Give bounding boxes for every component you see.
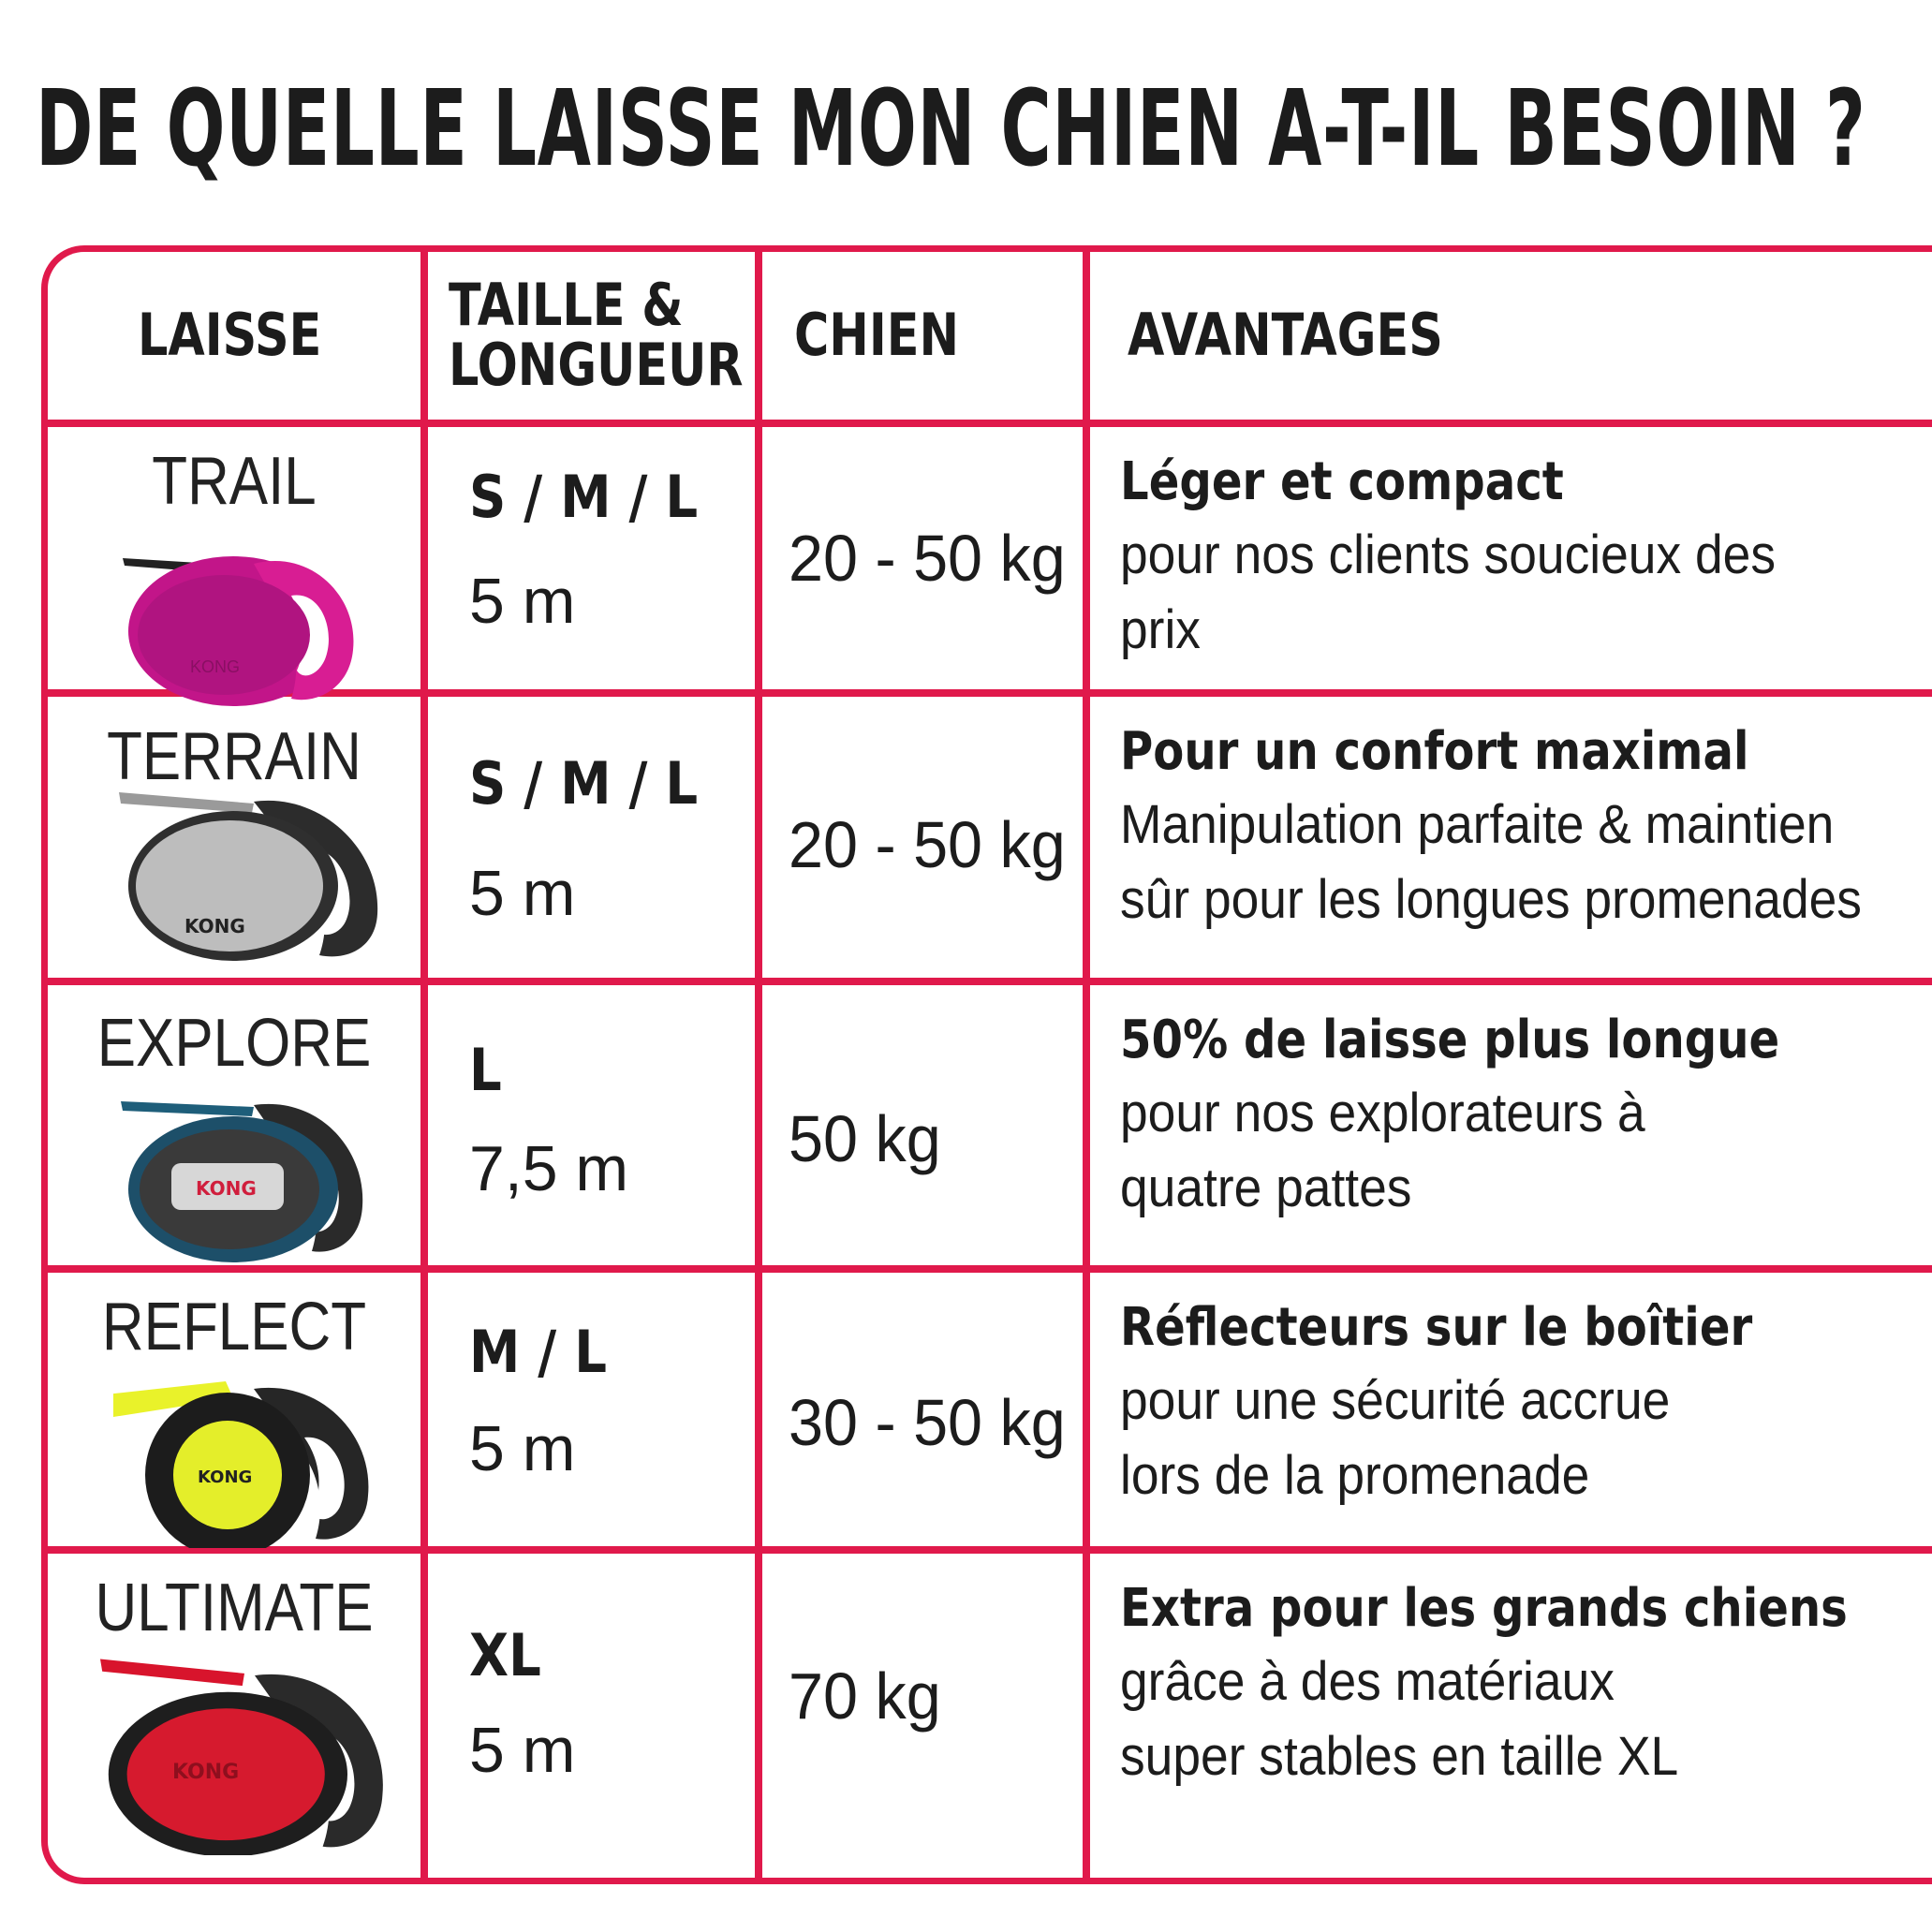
kong-logo-text: KONG bbox=[196, 1177, 257, 1200]
row-reflect-leash-cell bbox=[48, 1273, 428, 1554]
row-ultimate-size-cell bbox=[428, 1554, 762, 1878]
advantage-title-trail: Léger et compact bbox=[1120, 451, 1564, 512]
length-explore: 7,5 m bbox=[469, 1133, 629, 1204]
header-size-cell bbox=[428, 252, 762, 427]
leash-name-reflect: REFLECT bbox=[101, 1290, 367, 1364]
size-terrain: S / M / L bbox=[469, 749, 699, 818]
row-ultimate-dog-cell bbox=[762, 1554, 1090, 1878]
red-retractable-leash-icon bbox=[100, 1659, 409, 1855]
length-trail: 5 m bbox=[469, 566, 576, 637]
kong-logo-text: KONG bbox=[190, 657, 241, 676]
blue-retractable-leash-icon bbox=[113, 1084, 394, 1262]
header-advantages-cell bbox=[1090, 252, 1932, 427]
page-title: DE QUELLE LAISSE MON CHIEN A-T-IL BESOIN ? bbox=[36, 68, 1866, 190]
weight-explore: 50 kg bbox=[789, 1102, 941, 1175]
grey-retractable-leash-icon bbox=[113, 783, 394, 961]
leash-name-explore: EXPLORE bbox=[96, 1006, 372, 1081]
header-size-line1: TAILLE & bbox=[449, 271, 684, 339]
weight-ultimate: 70 kg bbox=[789, 1659, 941, 1733]
row-reflect-size-cell bbox=[428, 1273, 762, 1554]
advantage-line1-ultimate: grâce à des matériaux bbox=[1120, 1651, 1615, 1712]
kong-logo-text: KONG bbox=[172, 1761, 240, 1785]
advantage-line1-trail: pour nos clients soucieux des bbox=[1120, 524, 1777, 585]
advantage-line2-reflect: lors de la promenade bbox=[1120, 1445, 1590, 1506]
header-leash-cell bbox=[48, 252, 428, 427]
weight-terrain: 20 - 50 kg bbox=[789, 808, 1066, 881]
row-trail-dog-cell bbox=[762, 427, 1090, 697]
row-reflect-dog-cell bbox=[762, 1273, 1090, 1554]
advantage-title-ultimate: Extra pour les grands chiens bbox=[1120, 1578, 1848, 1639]
row-explore-leash-cell bbox=[48, 985, 428, 1273]
size-reflect: M / L bbox=[469, 1318, 607, 1386]
advantage-line1-terrain: Manipulation parfaite & maintien bbox=[1120, 794, 1835, 855]
advantage-line2-trail: prix bbox=[1120, 599, 1201, 660]
length-reflect: 5 m bbox=[469, 1413, 576, 1484]
kong-logo-text: KONG bbox=[184, 915, 245, 937]
advantage-line1-explore: pour nos explorateurs à bbox=[1120, 1083, 1645, 1143]
row-explore-advantages-cell bbox=[1090, 985, 1932, 1273]
row-terrain-dog-cell bbox=[762, 697, 1090, 985]
leash-comparison-table bbox=[41, 245, 1932, 1884]
advantage-title-terrain: Pour un confort maximal bbox=[1120, 721, 1749, 782]
header-size-line2: LONGUEUR bbox=[449, 331, 744, 399]
header-dog-cell bbox=[762, 252, 1090, 427]
advantage-title-explore: 50% de laisse plus longue bbox=[1120, 1010, 1780, 1070]
row-trail-leash-cell bbox=[48, 427, 428, 697]
yellow-reflective-leash-icon bbox=[113, 1370, 394, 1548]
row-trail-advantages-cell bbox=[1090, 427, 1932, 697]
kong-logo-text: KONG bbox=[198, 1467, 253, 1487]
leash-name-terrain: TERRAIN bbox=[107, 719, 361, 794]
size-explore: L bbox=[469, 1036, 502, 1104]
weight-trail: 20 - 50 kg bbox=[789, 522, 1066, 595]
header-advantages: AVANTAGES bbox=[1128, 301, 1443, 369]
leash-name-trail: TRAIL bbox=[152, 444, 317, 519]
size-ultimate: XL bbox=[469, 1621, 541, 1689]
advantage-line2-terrain: sûr pour les longues promenades bbox=[1120, 869, 1862, 930]
length-terrain: 5 m bbox=[469, 858, 576, 929]
row-terrain-advantages-cell bbox=[1090, 697, 1932, 985]
row-explore-dog-cell bbox=[762, 985, 1090, 1273]
advantage-title-reflect: Réflecteurs sur le boîtier bbox=[1120, 1297, 1753, 1358]
header-dog: CHIEN bbox=[794, 301, 960, 369]
weight-reflect: 30 - 50 kg bbox=[789, 1386, 1066, 1459]
row-ultimate-advantages-cell bbox=[1090, 1554, 1932, 1878]
pink-retractable-leash-icon bbox=[113, 530, 394, 708]
row-terrain-leash-cell bbox=[48, 697, 428, 985]
advantage-line1-reflect: pour une sécurité accrue bbox=[1120, 1370, 1671, 1431]
row-reflect-advantages-cell bbox=[1090, 1273, 1932, 1554]
length-ultimate: 5 m bbox=[469, 1715, 576, 1786]
row-ultimate-leash-cell bbox=[48, 1554, 428, 1878]
row-terrain-size-cell bbox=[428, 697, 762, 985]
row-explore-size-cell bbox=[428, 985, 762, 1273]
size-trail: S / M / L bbox=[469, 463, 699, 531]
advantage-line2-ultimate: super stables en taille XL bbox=[1120, 1726, 1679, 1787]
advantage-line2-explore: quatre pattes bbox=[1120, 1158, 1412, 1218]
header-leash: LAISSE bbox=[138, 301, 322, 369]
leash-name-ultimate: ULTIMATE bbox=[95, 1571, 374, 1645]
row-trail-size-cell bbox=[428, 427, 762, 697]
